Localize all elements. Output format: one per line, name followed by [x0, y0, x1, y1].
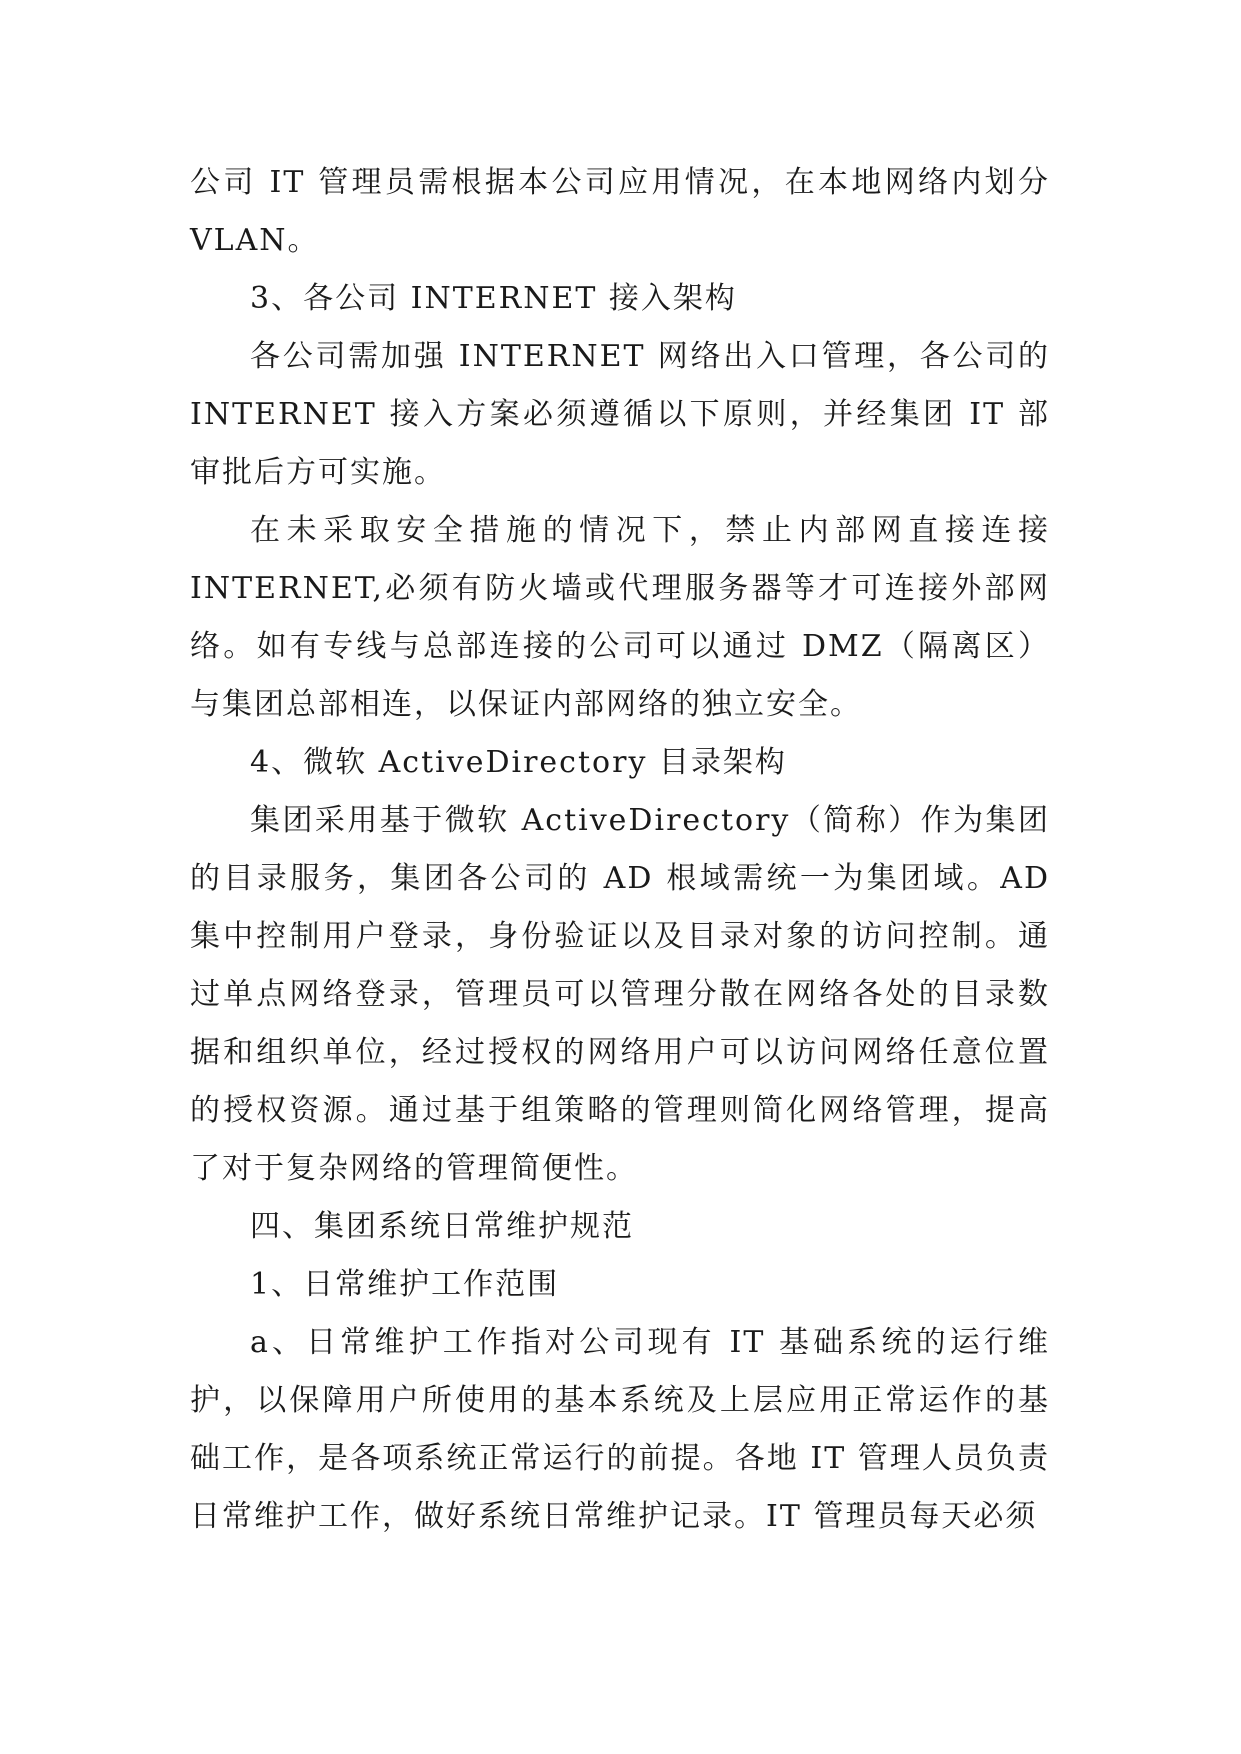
heading-active-directory: 4、微软 ActiveDirectory 目录架构 — [250, 745, 787, 780]
heading-maintenance-spec: 四、集团系统日常维护规范 — [250, 1209, 634, 1244]
paragraph-security-measures: 在未采取安全措施的情况下，禁止内部网直接连接 INTERNET,必须有防火墙或代理服务器等才可连接外部网络。如有专线与总部连接的公司可以通过 DMZ（隔离区）与集团总部相连，以保证内部网络的独立安全。 — [190, 513, 1050, 722]
paragraph-maintenance-scope: a、日常维护工作指对公司现有 IT 基础系统的运行维护，以保障用户所使用的基本系统及上层应用正常运作的基础工作，是各项系统正常运行的前提。各地 IT 管理人员负责日常维护工作，做好系统日常维护记录。IT 管理员每天必须 — [190, 1325, 1050, 1534]
heading-internet-architecture: 3、各公司 INTERNET 接入架构 — [250, 281, 737, 316]
heading-maintenance-scope: 1、日常维护工作范围 — [250, 1267, 560, 1302]
paragraph-internet-management: 各公司需加强 INTERNET 网络出入口管理，各公司的 INTERNET 接入方案必须遵循以下原则，并经集团 IT 部审批后方可实施。 — [190, 339, 1050, 490]
document-body — [190, 154, 1050, 1546]
paragraph-active-directory: 集团采用基于微软 ActiveDirectory（简称）作为集团的目录服务，集团各公司的 AD 根域需统一为集团域。AD 集中控制用户登录，身份验证以及目录对象的访问控制。通过单点网络登录，管理员可以管理分散在网络各处的目录数据和组织单位，经过授权的网络用户可以访问网络任意位置的授权资源。通过基于组策略的管理则简化网络管理，提高了对于复杂网络的管理简便性。 — [190, 803, 1050, 1186]
paragraph-vlan: 公司 IT 管理员需根据本公司应用情况，在本地网络内划分 VLAN。 — [190, 165, 1050, 258]
